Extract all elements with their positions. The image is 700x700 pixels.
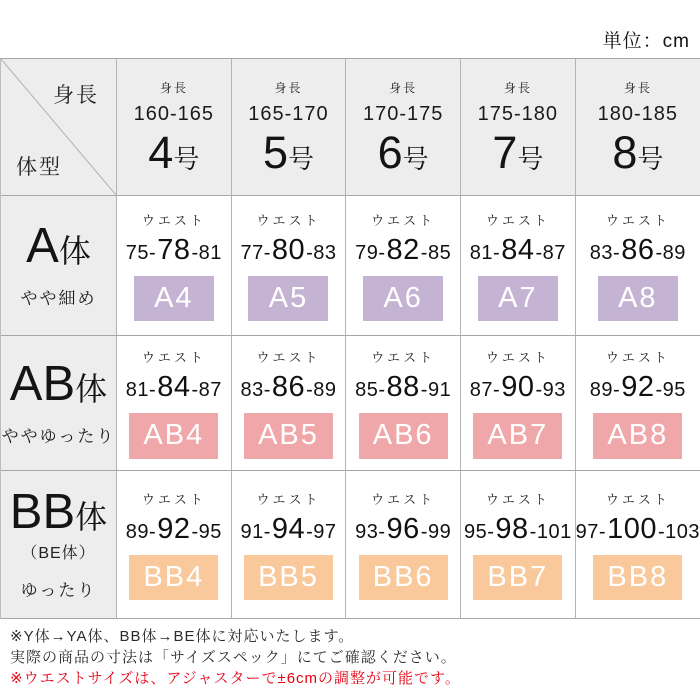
waist-label: ウエスト [141, 212, 206, 228]
size-cell-a7 [461, 196, 576, 336]
height-range: 180-185 [597, 103, 679, 126]
waist-range: 83- 86 -89 [589, 233, 686, 266]
height-label: 身長 [389, 81, 418, 96]
waist-range: 79- 82 -85 [355, 233, 452, 266]
size-code-badge: BB5 [244, 555, 333, 600]
corner-cell [1, 59, 117, 196]
waist-label: ウエスト [371, 350, 436, 366]
size-code-badge: A5 [248, 276, 328, 321]
size-cell-a4 [117, 196, 232, 336]
size-code-badge: AB6 [359, 413, 448, 458]
body-type-cell-a [1, 196, 117, 336]
height-range: 170-175 [362, 103, 444, 126]
note-line: 実際の商品の寸法は「サイズスペック」にてご確認ください。 [10, 649, 457, 666]
size-code-badge: A8 [598, 276, 678, 321]
size-number: 7 号 [492, 127, 544, 179]
waist-label: ウエスト [485, 350, 550, 366]
size-code-badge: A7 [478, 276, 558, 321]
waist-range: 91- 94 -97 [240, 512, 337, 545]
size-cell-a6 [346, 196, 461, 336]
footnotes [10, 626, 461, 689]
corner-height-label: 身長 [53, 84, 99, 107]
waist-label: ウエスト [256, 350, 321, 366]
size-cell-ab5 [232, 336, 347, 471]
size-number: 6 号 [377, 127, 429, 179]
body-type-name: BB 体 [9, 485, 108, 539]
size-cell-bb5 [232, 471, 347, 619]
waist-label: ウエスト [485, 491, 550, 507]
size-code-badge: AB4 [129, 413, 218, 458]
header-cell-size-4 [117, 59, 232, 196]
size-code-badge: BB8 [593, 555, 682, 600]
waist-range: 77- 80 -83 [240, 233, 337, 266]
waist-label: ウエスト [605, 350, 670, 366]
unit-label: 単位：cm [602, 31, 690, 52]
waist-range: 93- 96 -99 [355, 512, 452, 545]
waist-label: ウエスト [371, 491, 436, 507]
body-type-fit: やや細め [20, 289, 97, 308]
waist-label: ウエスト [256, 212, 321, 228]
size-number: 8 号 [612, 127, 664, 179]
height-range: 160-165 [133, 103, 215, 126]
header-cell-size-6 [346, 59, 461, 196]
size-code-badge: AB5 [244, 413, 333, 458]
body-type-name: AB 体 [9, 356, 108, 411]
size-cell-ab7 [461, 336, 576, 471]
waist-range: 95- 98 -101 [463, 512, 572, 545]
body-type-cell-ab [1, 336, 117, 471]
header-cell-size-5 [232, 59, 347, 196]
size-number: 5 号 [262, 127, 315, 179]
body-type-fit: ゆったり [20, 581, 97, 600]
size-code-badge: BB7 [473, 555, 562, 600]
height-label: 身長 [503, 81, 532, 96]
waist-range: 85- 88 -91 [355, 371, 452, 404]
body-type-fit: ややゆったり [1, 426, 116, 446]
height-label: 身長 [159, 81, 188, 96]
size-code-badge: BB6 [359, 555, 448, 600]
body-type-name: A 体 [26, 219, 91, 273]
height-label: 身長 [274, 81, 303, 96]
size-code-badge: BB4 [129, 555, 218, 600]
size-code-badge: AB7 [473, 413, 562, 458]
size-cell-bb4 [117, 471, 232, 619]
size-chart-table [0, 58, 700, 619]
waist-range: 75- 78 -81 [125, 233, 222, 266]
size-code-badge: AB8 [593, 413, 682, 458]
waist-range: 89- 92 -95 [589, 371, 686, 404]
waist-label: ウエスト [141, 350, 206, 366]
height-range: 165-170 [248, 103, 329, 126]
size-cell-a8 [576, 196, 700, 336]
size-cell-a5 [232, 196, 347, 336]
waist-label: ウエスト [371, 212, 436, 228]
waist-label: ウエスト [141, 491, 206, 507]
waist-range: 87- 90 -93 [469, 371, 566, 404]
size-cell-ab8 [576, 336, 700, 471]
note-line: ※ウエストサイズは、アジャスターで±6cmの調整が可能です。 [10, 670, 461, 687]
waist-label: ウエスト [485, 212, 550, 228]
waist-range: 89- 92 -95 [125, 512, 222, 545]
waist-label: ウエスト [605, 491, 670, 507]
size-cell-bb6 [346, 471, 461, 619]
body-type-cell-bb [1, 471, 117, 619]
size-cell-bb8 [576, 471, 700, 619]
waist-range: 97- 100 -103 [575, 512, 700, 545]
corner-bodytype-label: 体型 [16, 156, 62, 179]
size-cell-ab6 [346, 336, 461, 471]
waist-label: ウエスト [256, 491, 321, 507]
size-code-badge: A6 [363, 276, 443, 321]
waist-range: 81- 84 -87 [125, 371, 222, 404]
size-number: 4 号 [148, 127, 200, 179]
height-label: 身長 [623, 81, 652, 96]
waist-range: 81- 84 -87 [469, 233, 566, 266]
size-cell-bb7 [461, 471, 576, 619]
waist-label: ウエスト [605, 212, 670, 228]
header-cell-size-8 [576, 59, 700, 196]
note-line: ※Y体→YA体、BB体→BE体に対応いたします。 [10, 628, 355, 645]
size-cell-ab4 [117, 336, 232, 471]
waist-range: 83- 86 -89 [240, 371, 337, 404]
size-code-badge: A4 [134, 276, 214, 321]
body-type-alias: （BE体） [21, 545, 96, 562]
height-range: 175-180 [477, 103, 559, 126]
header-cell-size-7 [461, 59, 576, 196]
